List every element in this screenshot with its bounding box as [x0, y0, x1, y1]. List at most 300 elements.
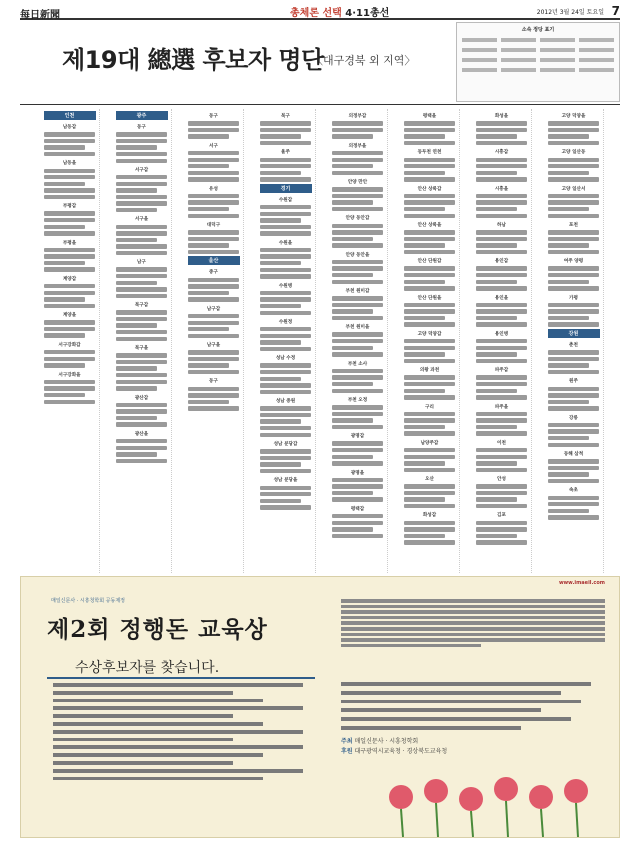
candidate-entry [548, 370, 599, 374]
candidate-entry [548, 250, 599, 254]
candidate-entry [476, 121, 527, 125]
candidate-entry [44, 380, 95, 384]
district-header: 안산 단원을 [417, 295, 442, 301]
ad-info-line [53, 699, 263, 703]
candidate-entry [476, 280, 517, 284]
candidate-entry [332, 389, 383, 393]
candidate-entry [476, 534, 517, 538]
candidate-entry [476, 521, 527, 525]
party-legend-entry [501, 48, 536, 52]
candidate-entry [188, 297, 239, 301]
candidate-entry [260, 390, 311, 394]
ad-sponsor-host: 주최 매일신문사 · 시흥청학회 [341, 738, 419, 745]
candidate-entry [116, 159, 167, 163]
candidate-entry [116, 422, 167, 426]
ad-body-line [341, 627, 605, 631]
candidate-entry [404, 280, 445, 284]
ad-info-line [53, 753, 263, 757]
candidate-entry [188, 171, 239, 175]
district-header: 남동갑 [62, 125, 77, 130]
candidate-entry [116, 380, 167, 384]
party-legend-entry [501, 58, 536, 62]
candidate-entry [404, 382, 455, 386]
candidate-entry [548, 303, 599, 307]
candidate-entry [476, 141, 527, 145]
party-legend-entry [540, 38, 575, 42]
candidate-entry [404, 540, 455, 544]
candidate-entry [332, 237, 373, 241]
candidate-entry [404, 303, 455, 307]
region-header: 울산 [188, 256, 240, 265]
candidate-entry [260, 158, 311, 162]
candidate-entry [188, 291, 229, 295]
district-header: 성남 분당을 [273, 478, 298, 484]
district-header: 동두천 연천 [417, 150, 442, 156]
page-headline: 제19대 總選 후보자 명단 [62, 46, 324, 74]
candidate-entry [332, 484, 383, 488]
candidate-entry [404, 425, 445, 429]
candidate-entry [188, 363, 229, 367]
candidate-entry [332, 158, 383, 162]
candidate-entry [260, 218, 301, 222]
candidate-entry [116, 409, 167, 413]
candidate-entry [404, 497, 445, 501]
candidate-entry [260, 141, 311, 145]
candidate-entry [548, 322, 599, 326]
candidate-entry [476, 171, 517, 175]
candidate-entry [188, 207, 229, 211]
ad-application-line [341, 682, 591, 686]
candidate-entry [548, 429, 599, 433]
candidate-entry [116, 403, 167, 407]
candidate-entry [476, 382, 527, 386]
award-advertisement [20, 576, 620, 838]
candidate-entry [188, 350, 239, 354]
candidate-entry [44, 261, 85, 265]
candidate-entry [476, 273, 527, 277]
candidate-entry [188, 314, 239, 318]
candidate-entry [260, 134, 301, 138]
party-legend-entry [462, 38, 497, 42]
candidate-entry [260, 419, 301, 423]
party-legend-entry [462, 48, 497, 52]
candidate-entry [476, 540, 527, 544]
candidate-entry [116, 225, 167, 229]
party-legend-entry [540, 48, 575, 52]
district-header: 남구을 [206, 343, 221, 349]
candidate-entry [188, 151, 239, 155]
candidate-entry [548, 316, 589, 320]
candidate-entry [404, 534, 445, 538]
candidate-entry [332, 461, 383, 465]
section-name: 4·11총선 [345, 8, 390, 19]
district-header: 북구을 [134, 346, 149, 352]
candidate-entry [260, 340, 301, 344]
candidate-entry [476, 237, 527, 241]
candidate-entry [260, 492, 311, 496]
candidate-entry [44, 132, 95, 136]
candidate-entry [332, 339, 383, 343]
candidate-entry [188, 406, 239, 410]
candidate-entry [260, 121, 311, 125]
candidate-entry [476, 303, 527, 307]
candidate-entry [548, 273, 599, 277]
candidate-entry [404, 389, 445, 393]
candidate-entry [44, 248, 95, 252]
newspaper-name: 每日新聞 [20, 10, 60, 21]
candidate-entry [548, 214, 599, 218]
masthead [20, 4, 620, 20]
candidate-entry [260, 311, 311, 315]
candidate-entry [332, 200, 373, 204]
ad-info-line [53, 761, 233, 765]
district-header: 용인병 [494, 331, 509, 337]
candidate-entry [44, 175, 95, 179]
candidate-entry [548, 387, 599, 391]
party-legend-entry [462, 68, 497, 72]
candidate-entry [548, 472, 589, 476]
candidate-entry [44, 218, 95, 222]
candidate-entry [116, 317, 167, 321]
candidate-entry [332, 280, 383, 284]
candidate-entry [476, 339, 527, 343]
candidate-entry [548, 286, 599, 290]
candidate-entry [116, 145, 157, 149]
candidate-entry [332, 382, 373, 386]
candidate-column [472, 109, 532, 573]
candidate-entry [548, 266, 599, 270]
ad-info-line [53, 745, 303, 749]
district-header: 오산 [425, 477, 434, 483]
district-header: 북구 [281, 114, 290, 119]
candidate-entry [188, 321, 239, 325]
party-legend-entry [579, 38, 614, 42]
candidate-entry [260, 462, 301, 466]
candidate-entry [404, 418, 455, 422]
candidate-entry [332, 405, 383, 409]
candidate-entry [476, 286, 527, 290]
district-header: 동구 [209, 114, 218, 119]
candidate-entry [476, 389, 517, 393]
candidate-entry [260, 171, 301, 175]
candidate-entry [260, 499, 301, 503]
candidate-entry [260, 505, 311, 509]
candidate-column [40, 109, 100, 573]
candidate-entry [260, 274, 311, 278]
ad-application-line [341, 726, 521, 730]
candidate-entry [476, 322, 527, 326]
candidate-entry [44, 284, 95, 288]
candidate-entry [260, 268, 311, 272]
district-header: 계양을 [62, 313, 77, 319]
candidate-entry [44, 182, 85, 186]
candidate-entry [476, 527, 527, 531]
candidate-entry [116, 366, 157, 370]
district-header: 구리 [425, 404, 434, 410]
ad-info-line [53, 722, 263, 726]
candidate-entry [260, 406, 311, 410]
district-header: 남동을 [62, 161, 77, 167]
ad-info-line [53, 738, 233, 742]
candidate-entry [44, 169, 95, 173]
district-header: 서구 [209, 143, 218, 149]
candidate-entry [404, 468, 455, 472]
district-header: 성남 수정 [275, 356, 296, 362]
candidate-entry [116, 337, 167, 341]
candidate-entry [548, 363, 589, 367]
candidate-entry [332, 455, 373, 459]
candidate-entry [44, 363, 85, 367]
ad-url[interactable]: www.imaeil.com [558, 580, 605, 586]
candidate-column [400, 109, 460, 573]
candidate-entry [332, 441, 383, 445]
district-header: 부평을 [62, 240, 77, 246]
candidate-entry [332, 521, 383, 525]
district-header: 원주 [569, 379, 578, 385]
candidate-entry [44, 254, 95, 258]
candidate-entry [332, 425, 383, 429]
candidate-entry [116, 188, 157, 192]
candidate-entry [548, 280, 589, 284]
candidate-entry [44, 386, 95, 390]
candidate-entry [116, 373, 167, 377]
ad-info-line [53, 691, 233, 695]
district-header: 부평갑 [62, 204, 77, 210]
ad-hosts: 매일신문사 · 시흥청학회 공동제정 [51, 598, 125, 604]
candidate-entry [404, 128, 455, 132]
candidate-entry [44, 350, 95, 354]
district-header: 서구갑 [134, 167, 149, 173]
candidate-entry [116, 459, 167, 463]
candidate-entry [404, 375, 455, 379]
district-header: 용인을 [494, 295, 509, 301]
candidate-entry [44, 357, 95, 361]
candidate-entry [116, 195, 167, 199]
candidate-column [328, 109, 388, 573]
candidate-entry [404, 164, 455, 168]
candidate-entry [116, 330, 167, 334]
candidate-entry [476, 418, 527, 422]
district-header: 울주 [281, 150, 290, 156]
district-header: 강릉 [569, 415, 578, 421]
candidate-entry [476, 425, 517, 429]
candidate-entry [404, 491, 455, 495]
candidate-entry [404, 412, 455, 416]
district-header: 용인갑 [494, 259, 509, 265]
district-header: 의정부을 [348, 143, 367, 149]
candidate-entry [404, 177, 455, 181]
district-header: 고양 일산서 [561, 186, 586, 192]
district-header: 파주갑 [494, 368, 509, 374]
candidate-entry [116, 238, 157, 242]
candidate-entry [332, 296, 383, 300]
ad-body-line [341, 605, 605, 609]
candidate-entry [404, 352, 445, 356]
district-header: 고양 일산동 [561, 150, 586, 156]
candidate-entry [548, 436, 589, 440]
ad-body-line [341, 599, 605, 603]
candidate-entry [260, 426, 311, 430]
party-legend-grid [457, 33, 619, 77]
ad-info-line [53, 769, 303, 773]
candidate-entry [404, 194, 455, 198]
ad-body-line [341, 616, 605, 620]
ad-sponsors [341, 737, 447, 757]
page-number: 7 [611, 4, 620, 18]
party-legend-entry [501, 68, 536, 72]
candidate-entry [332, 230, 383, 234]
district-header: 부천 원미을 [345, 325, 370, 331]
district-header: 광명을 [350, 470, 365, 476]
candidate-entry [332, 171, 383, 175]
region-header: 강원 [548, 329, 600, 338]
party-legend-entry [579, 58, 614, 62]
candidate-entry [188, 334, 239, 338]
candidate-entry [404, 346, 455, 350]
candidate-entry [44, 304, 95, 308]
party-legend-entry [579, 68, 614, 72]
district-header: 북구갑 [134, 303, 149, 309]
candidate-entry [332, 375, 383, 379]
district-header: 안산 상록을 [417, 222, 442, 228]
candidate-entry [44, 188, 95, 192]
candidate-entry [404, 158, 455, 162]
candidate-entry [260, 449, 311, 453]
ad-info-line [53, 714, 233, 718]
candidate-entry [260, 486, 311, 490]
candidate-entry [116, 201, 167, 205]
candidate-entry [332, 514, 383, 518]
candidate-entry [116, 446, 167, 450]
candidate-entry [404, 521, 455, 525]
district-header: 유성 [209, 186, 218, 192]
candidate-entry [260, 363, 311, 367]
candidate-entry [260, 177, 311, 181]
candidate-entry [404, 309, 455, 313]
candidate-entry [260, 347, 311, 351]
candidate-entry [476, 468, 527, 472]
candidate-entry [548, 509, 589, 513]
candidate-entry [260, 413, 311, 417]
district-header: 춘천 [569, 343, 578, 349]
candidate-entry [476, 346, 527, 350]
district-header: 시흥을 [494, 186, 509, 192]
candidate-entry [404, 527, 455, 531]
candidate-entry [116, 251, 167, 255]
ad-info-line [53, 777, 263, 781]
candidate-entry [476, 164, 527, 168]
district-header: 안양 만안 [347, 180, 368, 186]
candidate-entry [332, 448, 383, 452]
district-header: 부천 원미갑 [345, 288, 370, 294]
candidate-entry [44, 327, 95, 331]
candidate-entry [44, 195, 95, 199]
candidate-entry [260, 433, 311, 437]
candidate-entry [116, 267, 167, 271]
candidate-entry [332, 128, 383, 132]
candidate-entry [476, 395, 527, 399]
candidate-entry [332, 352, 383, 356]
district-header: 평택갑 [350, 506, 365, 512]
district-header: 광산을 [134, 431, 149, 437]
candidate-entry [548, 400, 589, 404]
candidate-entry [476, 230, 527, 234]
candidate-entry [476, 200, 527, 204]
candidate-entry [116, 416, 157, 420]
candidate-entry [476, 504, 527, 508]
candidate-entry [188, 400, 229, 404]
candidate-entry [44, 320, 95, 324]
candidate-entry [404, 266, 455, 270]
candidate-entry [332, 412, 383, 416]
candidate-entry [548, 443, 599, 447]
candidate-entry [548, 496, 599, 500]
candidate-entry [260, 327, 311, 331]
candidate-entry [44, 152, 95, 156]
candidate-entry [548, 141, 599, 145]
district-header: 이천 [497, 440, 506, 446]
candidate-entry [404, 504, 455, 508]
candidate-entry [44, 211, 95, 215]
district-header: 고양 덕양을 [561, 114, 586, 119]
candidate-entry [404, 461, 445, 465]
ad-application-line [341, 700, 581, 704]
candidate-entry [44, 267, 95, 271]
candidate-entry [44, 225, 85, 229]
candidate-entry [332, 346, 373, 350]
candidate-entry [332, 243, 383, 247]
page-subhead: 〈대구경북 외 지역〉 [312, 54, 416, 67]
candidate-entry [404, 141, 455, 145]
ad-application-line [341, 717, 571, 721]
candidate-entry [548, 406, 599, 410]
candidate-entry [404, 230, 455, 234]
candidate-entry [332, 266, 383, 270]
district-header: 평택을 [422, 114, 437, 119]
candidate-entry [548, 466, 599, 470]
candidate-entry [116, 386, 157, 390]
district-header: 동구 [209, 379, 218, 385]
district-header: 부천 소사 [347, 361, 368, 367]
candidate-entry [332, 134, 373, 138]
candidate-entry [260, 377, 301, 381]
district-header: 안양 동안갑 [345, 216, 370, 222]
candidate-entry [188, 128, 239, 132]
district-header: 광산갑 [134, 395, 149, 401]
candidate-entry [548, 237, 599, 241]
candidate-entry [404, 237, 455, 241]
district-header: 중구 [209, 270, 218, 276]
district-header: 대덕구 [206, 222, 221, 228]
candidate-entry [332, 260, 383, 264]
district-header: 하남 [497, 222, 506, 228]
candidate-entry [476, 128, 527, 132]
candidate-entry [332, 164, 373, 168]
candidate-entry [116, 323, 157, 327]
candidate-entry [548, 194, 599, 198]
candidate-entry [188, 284, 239, 288]
ad-info-line [53, 706, 303, 710]
candidate-list [20, 104, 620, 574]
candidate-entry [332, 187, 383, 191]
candidate-entry [260, 205, 311, 209]
candidate-entry [332, 224, 383, 228]
candidate-entry [404, 431, 455, 435]
candidate-entry [116, 353, 167, 357]
candidate-entry [188, 370, 239, 374]
candidate-column [544, 109, 604, 573]
candidate-entry [116, 310, 167, 314]
